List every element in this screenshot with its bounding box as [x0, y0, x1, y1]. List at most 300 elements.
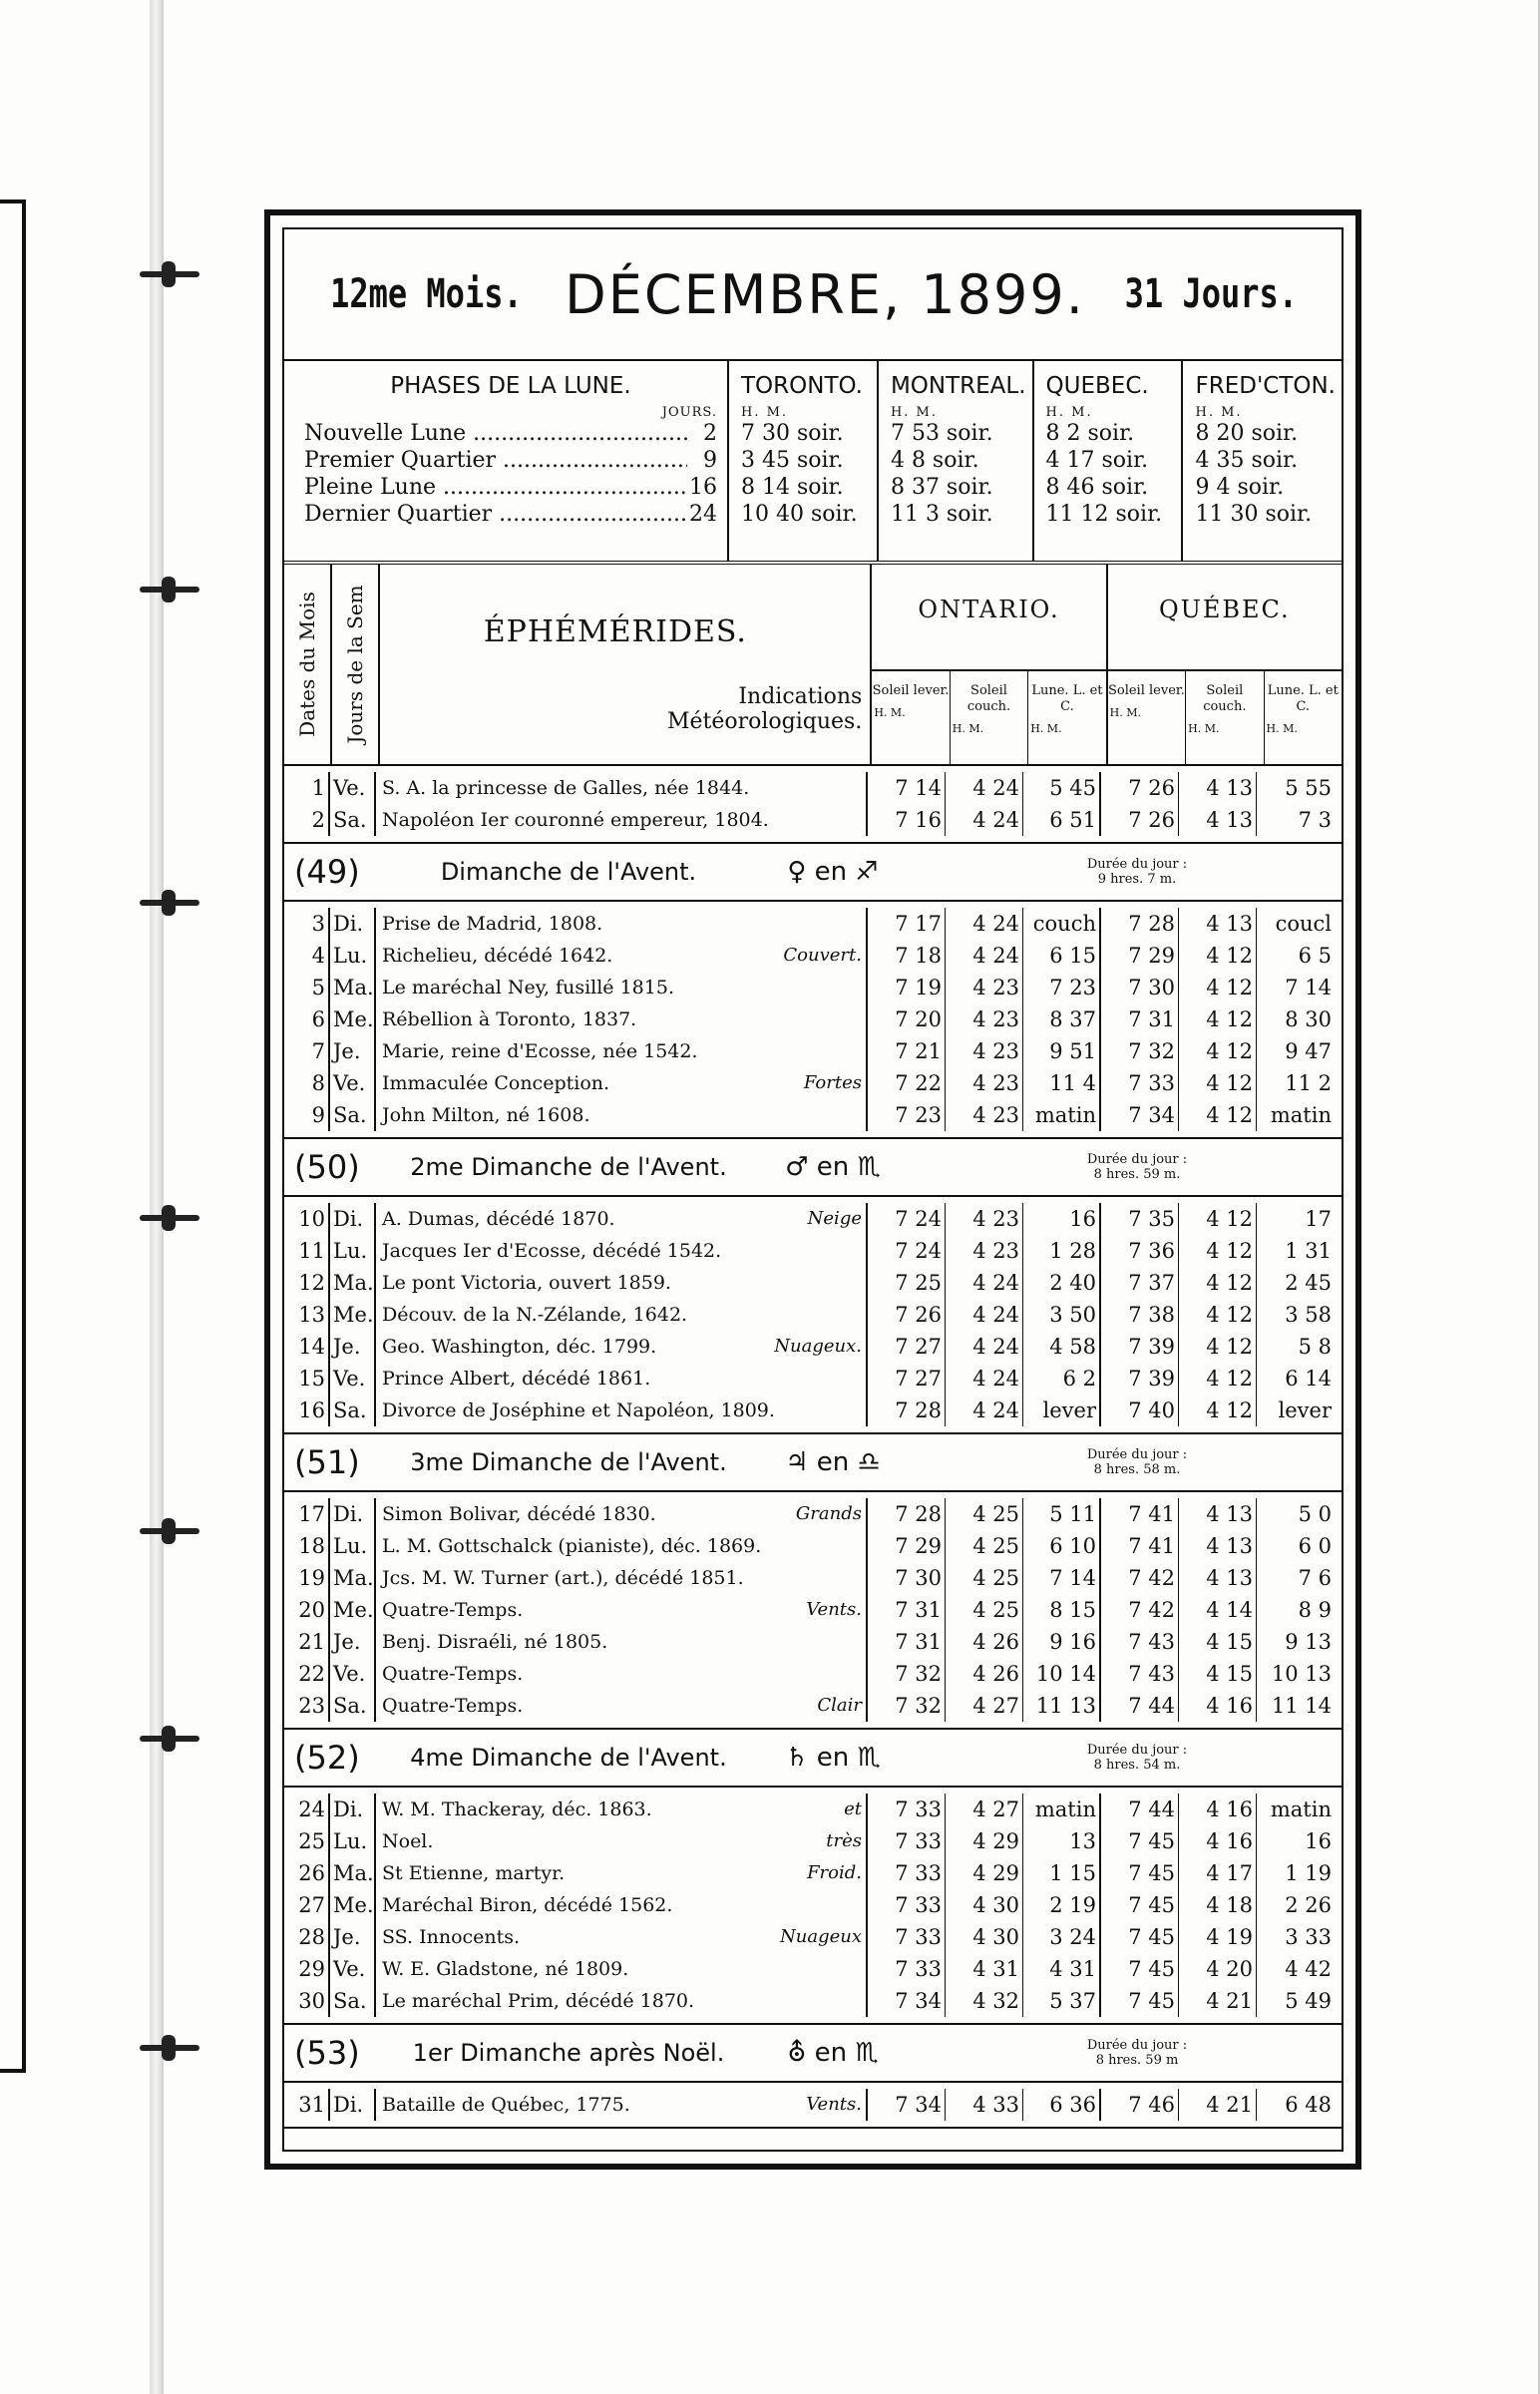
- quebec-sunrise: 7 45: [1101, 1953, 1179, 1985]
- weekday: Ve.: [330, 772, 376, 804]
- ontario-sunrise: 7 33: [868, 1889, 946, 1921]
- ephemeris-cell: [376, 804, 868, 836]
- day-length-value: 9 hres. 7 m.: [1097, 872, 1177, 887]
- ephemeris-event: John Milton, né 1608.: [382, 1104, 590, 1126]
- quebec-sunset: 4 13: [1179, 1562, 1257, 1594]
- moon-phase-names: [284, 361, 729, 561]
- ephemeris-event: Immaculée Conception.: [382, 1072, 610, 1094]
- weekday: Ve.: [330, 1067, 376, 1099]
- quebec-sunset: 4 12: [1179, 1267, 1257, 1299]
- ontario-sunrise: 7 25: [868, 1267, 946, 1299]
- weekday: Sa.: [330, 804, 376, 836]
- weather-indication: Fortes: [803, 1072, 862, 1093]
- day-number: 18: [284, 1530, 330, 1562]
- calendar-inner: [282, 227, 1344, 2152]
- weather-indication: Vents.: [806, 1599, 862, 1620]
- weekday: Sa.: [330, 1690, 376, 1722]
- ontario-moon: 6 36: [1023, 2089, 1101, 2121]
- day-number: 11: [284, 1235, 330, 1267]
- ontario-moon: 3 24: [1023, 1921, 1101, 1953]
- day-row: [284, 1498, 1342, 1530]
- ephemeris-cell: [376, 1953, 868, 1985]
- day-number: 12: [284, 1267, 330, 1299]
- ephemeris-event: Découv. de la N.-Zélande, 1642.: [382, 1304, 688, 1326]
- day-number: 15: [284, 1363, 330, 1395]
- day-row: [284, 1235, 1342, 1267]
- quebec-sunset: 4 14: [1179, 1594, 1257, 1626]
- ontario-sunset: 4 23: [946, 1099, 1023, 1131]
- sunday-name: 2me Dimanche de l'Avent.: [410, 1153, 727, 1181]
- moon-phases-title: PHASES DE LA LUNE.: [390, 373, 631, 399]
- sunday-bar: [284, 1730, 1342, 1788]
- ephemeris-event: Noel.: [382, 1830, 434, 1852]
- ontario-moon: 5 45: [1023, 772, 1101, 804]
- day-number: 17: [284, 1498, 330, 1530]
- ephemeris-cell: [376, 1003, 868, 1035]
- ephemeris-event: S. A. la princesse de Galles, née 1844.: [382, 777, 750, 799]
- day-rows-block: [284, 766, 1342, 844]
- quebec-sunrise: 7 42: [1101, 1562, 1179, 1594]
- ontario-moon: 16: [1023, 1203, 1101, 1235]
- day-row: [284, 972, 1342, 1003]
- quebec-sunrise: 7 42: [1101, 1594, 1179, 1626]
- ontario-moon: 5 11: [1023, 1498, 1101, 1530]
- quebec-sunset: 4 12: [1179, 1395, 1257, 1426]
- day-rows-block: [284, 1788, 1342, 2025]
- day-length: [933, 1743, 1342, 1773]
- weekday: Di.: [330, 908, 376, 940]
- ephemeris-cell: [376, 1562, 868, 1594]
- ontario-sunset: 4 26: [946, 1658, 1023, 1690]
- sunday-bar: [284, 1139, 1342, 1197]
- weekday: Ve.: [330, 1953, 376, 1985]
- day-row: [284, 1889, 1342, 1921]
- day-length: [933, 857, 1342, 887]
- sunday-bar: [284, 1434, 1342, 1492]
- ontario-moon: 1 28: [1023, 1235, 1101, 1267]
- quebec-moon: lever: [1278, 1398, 1332, 1422]
- ontario-sunrise: 7 29: [868, 1530, 946, 1562]
- weekday: Ma.: [330, 972, 376, 1003]
- ontario-sunrise: 7 28: [868, 1395, 946, 1426]
- ontario-sunrise: 7 32: [868, 1658, 946, 1690]
- day-number: 22: [284, 1658, 330, 1690]
- day-row: [284, 1857, 1342, 1889]
- quebec-sunrise: 7 28: [1101, 908, 1179, 940]
- weekday: Lu.: [330, 940, 376, 972]
- weekday: Ve.: [330, 1658, 376, 1690]
- quebec-sunrise: 7 43: [1101, 1658, 1179, 1690]
- week-number: (50): [294, 1148, 360, 1186]
- quebec-sunset: 4 12: [1179, 1203, 1257, 1235]
- day-number: 7: [284, 1035, 330, 1067]
- quebec-sunrise: 7 26: [1101, 772, 1179, 804]
- binding-stitch: [140, 587, 199, 593]
- day-number: 30: [284, 1985, 330, 2017]
- ephemeris-event: Richelieu, décédé 1642.: [382, 945, 613, 967]
- ephemeris-cell: [376, 772, 868, 804]
- weather-indication: Vents.: [806, 2094, 862, 2115]
- quebec-moon: 17: [1305, 1207, 1332, 1231]
- quebec-sunset: 4 12: [1179, 1235, 1257, 1267]
- day-row: [284, 1985, 1342, 2017]
- weather-indication: Nuageux: [780, 1926, 862, 1947]
- day-length-value: 8 hres. 58 m.: [1093, 1462, 1181, 1477]
- day-row: [284, 1626, 1342, 1658]
- quebec-moon: 11 14: [1271, 1694, 1332, 1718]
- ontario-moon: 6 2: [1023, 1363, 1101, 1395]
- planet-position: ⛢ en ♏: [787, 2038, 879, 2068]
- ontario-sunrise: 7 27: [868, 1331, 946, 1363]
- ontario-sunset: 4 23: [946, 1067, 1023, 1099]
- quebec-sunrise: 7 45: [1101, 1985, 1179, 2017]
- ontario-moon: 10 14: [1023, 1658, 1101, 1690]
- ontario-sunset: 4 23: [946, 972, 1023, 1003]
- day-row: [284, 2089, 1342, 2121]
- ephemeris-event: Le pont Victoria, ouvert 1859.: [382, 1272, 671, 1294]
- weekday: Je.: [330, 1921, 376, 1953]
- quebec-sunset: 4 16: [1179, 1825, 1257, 1857]
- weekday: Me.: [330, 1594, 376, 1626]
- day-number: 26: [284, 1857, 330, 1889]
- ephemeris-event: Prise de Madrid, 1808.: [382, 913, 603, 935]
- ephemeris-event: Bataille de Québec, 1775.: [382, 2094, 630, 2116]
- planet-position: ♄ en ♏: [785, 1743, 881, 1773]
- weekday: Je.: [330, 1035, 376, 1067]
- ontario-sunrise: 7 22: [868, 1067, 946, 1099]
- day-row: [284, 1035, 1342, 1067]
- quebec-moon: coucl: [1275, 912, 1332, 936]
- title-bar: [284, 229, 1342, 361]
- ontario-sunrise: 7 33: [868, 1921, 946, 1953]
- quebec-sunrise: 7 39: [1101, 1331, 1179, 1363]
- ontario-sunrise: 7 30: [868, 1562, 946, 1594]
- phase-row: Premier Quartier ..... 9: [304, 447, 717, 474]
- ephemeris-event: Geo. Washington, déc. 1799.: [382, 1336, 657, 1358]
- ephemeris-cell: [376, 1235, 868, 1267]
- binding-stitch: [140, 900, 199, 906]
- ontario-moon: 4 58: [1023, 1331, 1101, 1363]
- quebec-sunset: 4 13: [1179, 908, 1257, 940]
- ephemeris-cell: [376, 1530, 868, 1562]
- quebec-moon: 7 3: [1298, 808, 1332, 832]
- ontario-moon: 13: [1023, 1825, 1101, 1857]
- ontario-moon: 6 10: [1023, 1530, 1101, 1562]
- ontario-sunset: 4 32: [946, 1985, 1023, 2017]
- ontario-sunset: 4 25: [946, 1562, 1023, 1594]
- quebec-moon: 6 14: [1285, 1367, 1332, 1391]
- ontario-sunset: 4 23: [946, 1035, 1023, 1067]
- dates-column-header: Dates du Mois: [284, 565, 332, 764]
- quebec-sunset: 4 12: [1179, 1035, 1257, 1067]
- quebec-moon: 1 31: [1285, 1239, 1332, 1263]
- day-number: 23: [284, 1690, 330, 1722]
- weekday: Je.: [330, 1626, 376, 1658]
- quebec-sunrise: 7 45: [1101, 1825, 1179, 1857]
- ephemeris-cell: [376, 972, 868, 1003]
- day-row: [284, 804, 1342, 836]
- ontario-sunset: 4 23: [946, 1203, 1023, 1235]
- ephemeris-cell: [376, 1395, 868, 1426]
- ontario-moon: 7 14: [1023, 1562, 1101, 1594]
- quebec-sunset: 4 12: [1179, 1003, 1257, 1035]
- ephemeris-event: Rébellion à Toronto, 1837.: [382, 1008, 637, 1030]
- ontario-moon: matin: [1023, 1794, 1101, 1825]
- previous-page-edge: [0, 200, 26, 2073]
- ephemeris-event: Le maréchal Prim, décédé 1870.: [382, 1990, 695, 2012]
- ontario-sunrise: 7 27: [868, 1363, 946, 1395]
- day-rows-block: [284, 902, 1342, 1139]
- ontario-sunset: 4 27: [946, 1690, 1023, 1722]
- quebec-sunrise: 7 35: [1101, 1203, 1179, 1235]
- sunday-name: Dimanche de l'Avent.: [440, 858, 697, 886]
- day-row: [284, 908, 1342, 940]
- quebec-sunset: 4 17: [1179, 1857, 1257, 1889]
- jours-label: JOURS.: [661, 405, 717, 420]
- ephemeris-cell: [376, 1067, 868, 1099]
- ephemeris-cell: [376, 1889, 868, 1921]
- weather-indication: et: [844, 1798, 862, 1819]
- ontario-sunset: 4 24: [946, 1363, 1023, 1395]
- quebec-moon: 9 47: [1285, 1039, 1332, 1063]
- quebec-sunrise: 7 41: [1101, 1530, 1179, 1562]
- ephemeris-cell: [376, 1594, 868, 1626]
- quebec-sunrise: 7 45: [1101, 1921, 1179, 1953]
- quebec-moon: 10 13: [1271, 1662, 1332, 1686]
- day-number: 3: [284, 908, 330, 940]
- binding-stitch: [140, 1736, 199, 1742]
- day-length: [933, 1152, 1342, 1182]
- ephemeris-cell: [376, 1267, 868, 1299]
- ephemeris-cell: [376, 1498, 868, 1530]
- day-number: 28: [284, 1921, 330, 1953]
- day-length-label: Durée du jour :: [1086, 857, 1188, 872]
- quebec-sunset: 4 15: [1179, 1626, 1257, 1658]
- ephemeris-cell: [376, 908, 868, 940]
- sunday-bar: [284, 2025, 1342, 2083]
- day-number: 16: [284, 1395, 330, 1426]
- ontario-group-header: ONTARIO. Soleil lever. H. M. Soleil couch. H. M. Lune. L. et C. H. M.: [872, 565, 1107, 764]
- quebec-moon: 4 42: [1285, 1957, 1332, 1981]
- binding-stitch: [140, 1215, 199, 1221]
- ephemeris-event: A. Dumas, décédé 1870.: [382, 1208, 615, 1230]
- quebec-sunrise: 7 40: [1101, 1395, 1179, 1426]
- quebec-moon: 6 48: [1285, 2093, 1332, 2117]
- weekday: Me.: [330, 1889, 376, 1921]
- quebec-moon: 5 8: [1298, 1335, 1332, 1359]
- weekday: Di.: [330, 2089, 376, 2121]
- ephemeris-event: Quatre-Temps.: [382, 1599, 524, 1621]
- day-length: [933, 2038, 1342, 2068]
- day-row: [284, 1203, 1342, 1235]
- weather-indication: Neige: [807, 1208, 862, 1229]
- ephemeris-cell: [376, 1690, 868, 1722]
- ontario-moon: 8 37: [1023, 1003, 1101, 1035]
- quebec-sunrise: 7 30: [1101, 972, 1179, 1003]
- day-row: [284, 1395, 1342, 1426]
- moon-phases: [284, 361, 1342, 565]
- ephemeris-event: St Etienne, martyr.: [382, 1862, 566, 1884]
- ontario-sunrise: 7 34: [868, 2089, 946, 2121]
- ontario-sunrise: 7 23: [868, 1099, 946, 1131]
- quebec-moon: 5 49: [1285, 1989, 1332, 2013]
- weather-indication: Grands: [795, 1503, 862, 1524]
- quebec-moon: 8 30: [1285, 1007, 1332, 1031]
- quebec-moon: 7 6: [1298, 1566, 1332, 1590]
- ontario-sunrise: 7 17: [868, 908, 946, 940]
- week-number: (53): [294, 2034, 360, 2072]
- quebec-sunrise: 7 38: [1101, 1299, 1179, 1331]
- quebec-sunset: 4 12: [1179, 1363, 1257, 1395]
- day-number: 24: [284, 1794, 330, 1825]
- calendar-body: [284, 766, 1342, 2129]
- day-number: 20: [284, 1594, 330, 1626]
- ephemeris-event: Marie, reine d'Ecosse, née 1542.: [382, 1040, 698, 1062]
- weekday: Sa.: [330, 1985, 376, 2017]
- ontario-moon: 11 4: [1023, 1067, 1101, 1099]
- day-length-label: Durée du jour :: [1086, 1152, 1188, 1167]
- day-length-label: Durée du jour :: [1086, 2038, 1188, 2053]
- day-length-value: 8 hres. 59 m: [1095, 2053, 1179, 2068]
- day-number: 8: [284, 1067, 330, 1099]
- binding-stitch: [140, 1528, 199, 1534]
- calendar-frame: [264, 209, 1361, 2170]
- day-row: [284, 1562, 1342, 1594]
- weekday: Lu.: [330, 1530, 376, 1562]
- day-row: [284, 1099, 1342, 1131]
- ephemeris-event: W. E. Gladstone, né 1809.: [382, 1958, 629, 1980]
- ephemeris-event: Benj. Disraéli, né 1805.: [382, 1631, 608, 1653]
- quebec-moon: 2 45: [1285, 1271, 1332, 1295]
- ontario-moon: lever: [1023, 1395, 1101, 1426]
- weekday: Sa.: [330, 1395, 376, 1426]
- ontario-sunrise: 7 28: [868, 1498, 946, 1530]
- quebec-moon: matin: [1270, 1103, 1332, 1127]
- day-row: [284, 1594, 1342, 1626]
- day-number: 6: [284, 1003, 330, 1035]
- ontario-moon: 4 31: [1023, 1953, 1101, 1985]
- ontario-sunrise: 7 32: [868, 1690, 946, 1722]
- ontario-sunset: 4 23: [946, 1003, 1023, 1035]
- sunday-name: 4me Dimanche de l'Avent.: [410, 1744, 727, 1772]
- quebec-sunrise: 7 29: [1101, 940, 1179, 972]
- ontario-moon: 6 51: [1023, 804, 1101, 836]
- day-rows-block: [284, 1197, 1342, 1434]
- day-row: [284, 1530, 1342, 1562]
- quebec-moon: 5 55: [1285, 776, 1332, 800]
- day-number: 1: [284, 772, 330, 804]
- ephemeris-event: Prince Albert, décédé 1861.: [382, 1368, 651, 1390]
- ontario-sunrise: 7 18: [868, 940, 946, 972]
- ephemeris-cell: [376, 2089, 868, 2121]
- quebec-moon: 5 0: [1298, 1502, 1332, 1526]
- ontario-sunset: 4 24: [946, 908, 1023, 940]
- ephemeris-cell: [376, 940, 868, 972]
- quebec-sunset: 4 16: [1179, 1794, 1257, 1825]
- day-row: [284, 1067, 1342, 1099]
- phase-row: Nouvelle Lune ..... 2: [304, 420, 717, 447]
- ephemeris-event: Simon Bolivar, décédé 1830.: [382, 1503, 656, 1525]
- ephemeris-event: Jacques Ier d'Ecosse, décédé 1542.: [382, 1240, 722, 1262]
- city-fredericton: FRED'CTON. H. M. 8 20 soir. 4 35 soir. 9 4 soir. 11 30 soir.: [1195, 373, 1336, 527]
- day-length-value: 8 hres. 54 m.: [1093, 1758, 1181, 1773]
- ontario-sunrise: 7 19: [868, 972, 946, 1003]
- ontario-sunset: 4 25: [946, 1498, 1023, 1530]
- quebec-sunrise: 7 33: [1101, 1067, 1179, 1099]
- ontario-sunrise: 7 31: [868, 1626, 946, 1658]
- quebec-sunset: 4 13: [1179, 804, 1257, 836]
- quebec-moon: 3 33: [1285, 1925, 1332, 1949]
- ephemeris-event: Napoléon Ier couronné empereur, 1804.: [382, 809, 769, 831]
- ontario-sunset: 4 24: [946, 1299, 1023, 1331]
- quebec-sunset: 4 13: [1179, 1530, 1257, 1562]
- quebec-sunrise: 7 32: [1101, 1035, 1179, 1067]
- binding-spine: [150, 0, 164, 2394]
- quebec-sunrise: 7 36: [1101, 1235, 1179, 1267]
- ontario-moon: 7 23: [1023, 972, 1101, 1003]
- planet-position: ♀ en ♐: [787, 857, 879, 887]
- quebec-sunrise: 7 34: [1101, 1099, 1179, 1131]
- ontario-sunrise: 7 14: [868, 772, 946, 804]
- ephemeris-cell: [376, 1299, 868, 1331]
- ephemeris-cell: [376, 1985, 868, 2017]
- day-number: 29: [284, 1953, 330, 1985]
- day-row: [284, 1003, 1342, 1035]
- days-count: 31 Jours.: [1124, 271, 1299, 317]
- ephemeris-event: SS. Innocents.: [382, 1926, 521, 1948]
- ephemeris-cell: [376, 1921, 868, 1953]
- quebec-sunset: 4 21: [1179, 2089, 1257, 2121]
- ontario-sunset: 4 25: [946, 1530, 1023, 1562]
- weekday: Ma.: [330, 1267, 376, 1299]
- ontario-sunset: 4 30: [946, 1921, 1023, 1953]
- ontario-moon: 2 19: [1023, 1889, 1101, 1921]
- ephemeris-cell: [376, 1203, 868, 1235]
- quebec-sunrise: 7 44: [1101, 1794, 1179, 1825]
- day-number: 25: [284, 1825, 330, 1857]
- day-length-label: Durée du jour :: [1086, 1743, 1188, 1758]
- ontario-sunset: 4 29: [946, 1857, 1023, 1889]
- ontario-sunrise: 7 33: [868, 1857, 946, 1889]
- day-row: [284, 940, 1342, 972]
- day-row: [284, 1690, 1342, 1722]
- quebec-sunrise: 7 45: [1101, 1857, 1179, 1889]
- day-row: [284, 1953, 1342, 1985]
- ephemeris-event: Maréchal Biron, décédé 1562.: [382, 1894, 673, 1916]
- day-number: 21: [284, 1626, 330, 1658]
- quebec-sunset: 4 12: [1179, 1299, 1257, 1331]
- quebec-sunset: 4 20: [1179, 1953, 1257, 1985]
- ephemeris-cell: [376, 1857, 868, 1889]
- quebec-sunset: 4 12: [1179, 1067, 1257, 1099]
- ontario-sunset: 4 24: [946, 1395, 1023, 1426]
- weekday: Di.: [330, 1794, 376, 1825]
- ontario-moon: 1 15: [1023, 1857, 1101, 1889]
- month-title: DÉCEMBRE, 1899.: [565, 262, 1085, 326]
- ontario-sunrise: 7 20: [868, 1003, 946, 1035]
- ontario-moon: 9 51: [1023, 1035, 1101, 1067]
- month-number: 12me Mois.: [330, 271, 523, 317]
- ontario-sunset: 4 25: [946, 1594, 1023, 1626]
- quebec-sunrise: 7 43: [1101, 1626, 1179, 1658]
- ontario-moon: matin: [1023, 1099, 1101, 1131]
- quebec-sunrise: 7 41: [1101, 1498, 1179, 1530]
- quebec-moon: 3 58: [1285, 1303, 1332, 1327]
- planet-position: ♂ en ♏: [785, 1152, 881, 1182]
- weekday: Lu.: [330, 1235, 376, 1267]
- quebec-moon: 8 9: [1298, 1598, 1332, 1622]
- week-number: (52): [294, 1739, 360, 1777]
